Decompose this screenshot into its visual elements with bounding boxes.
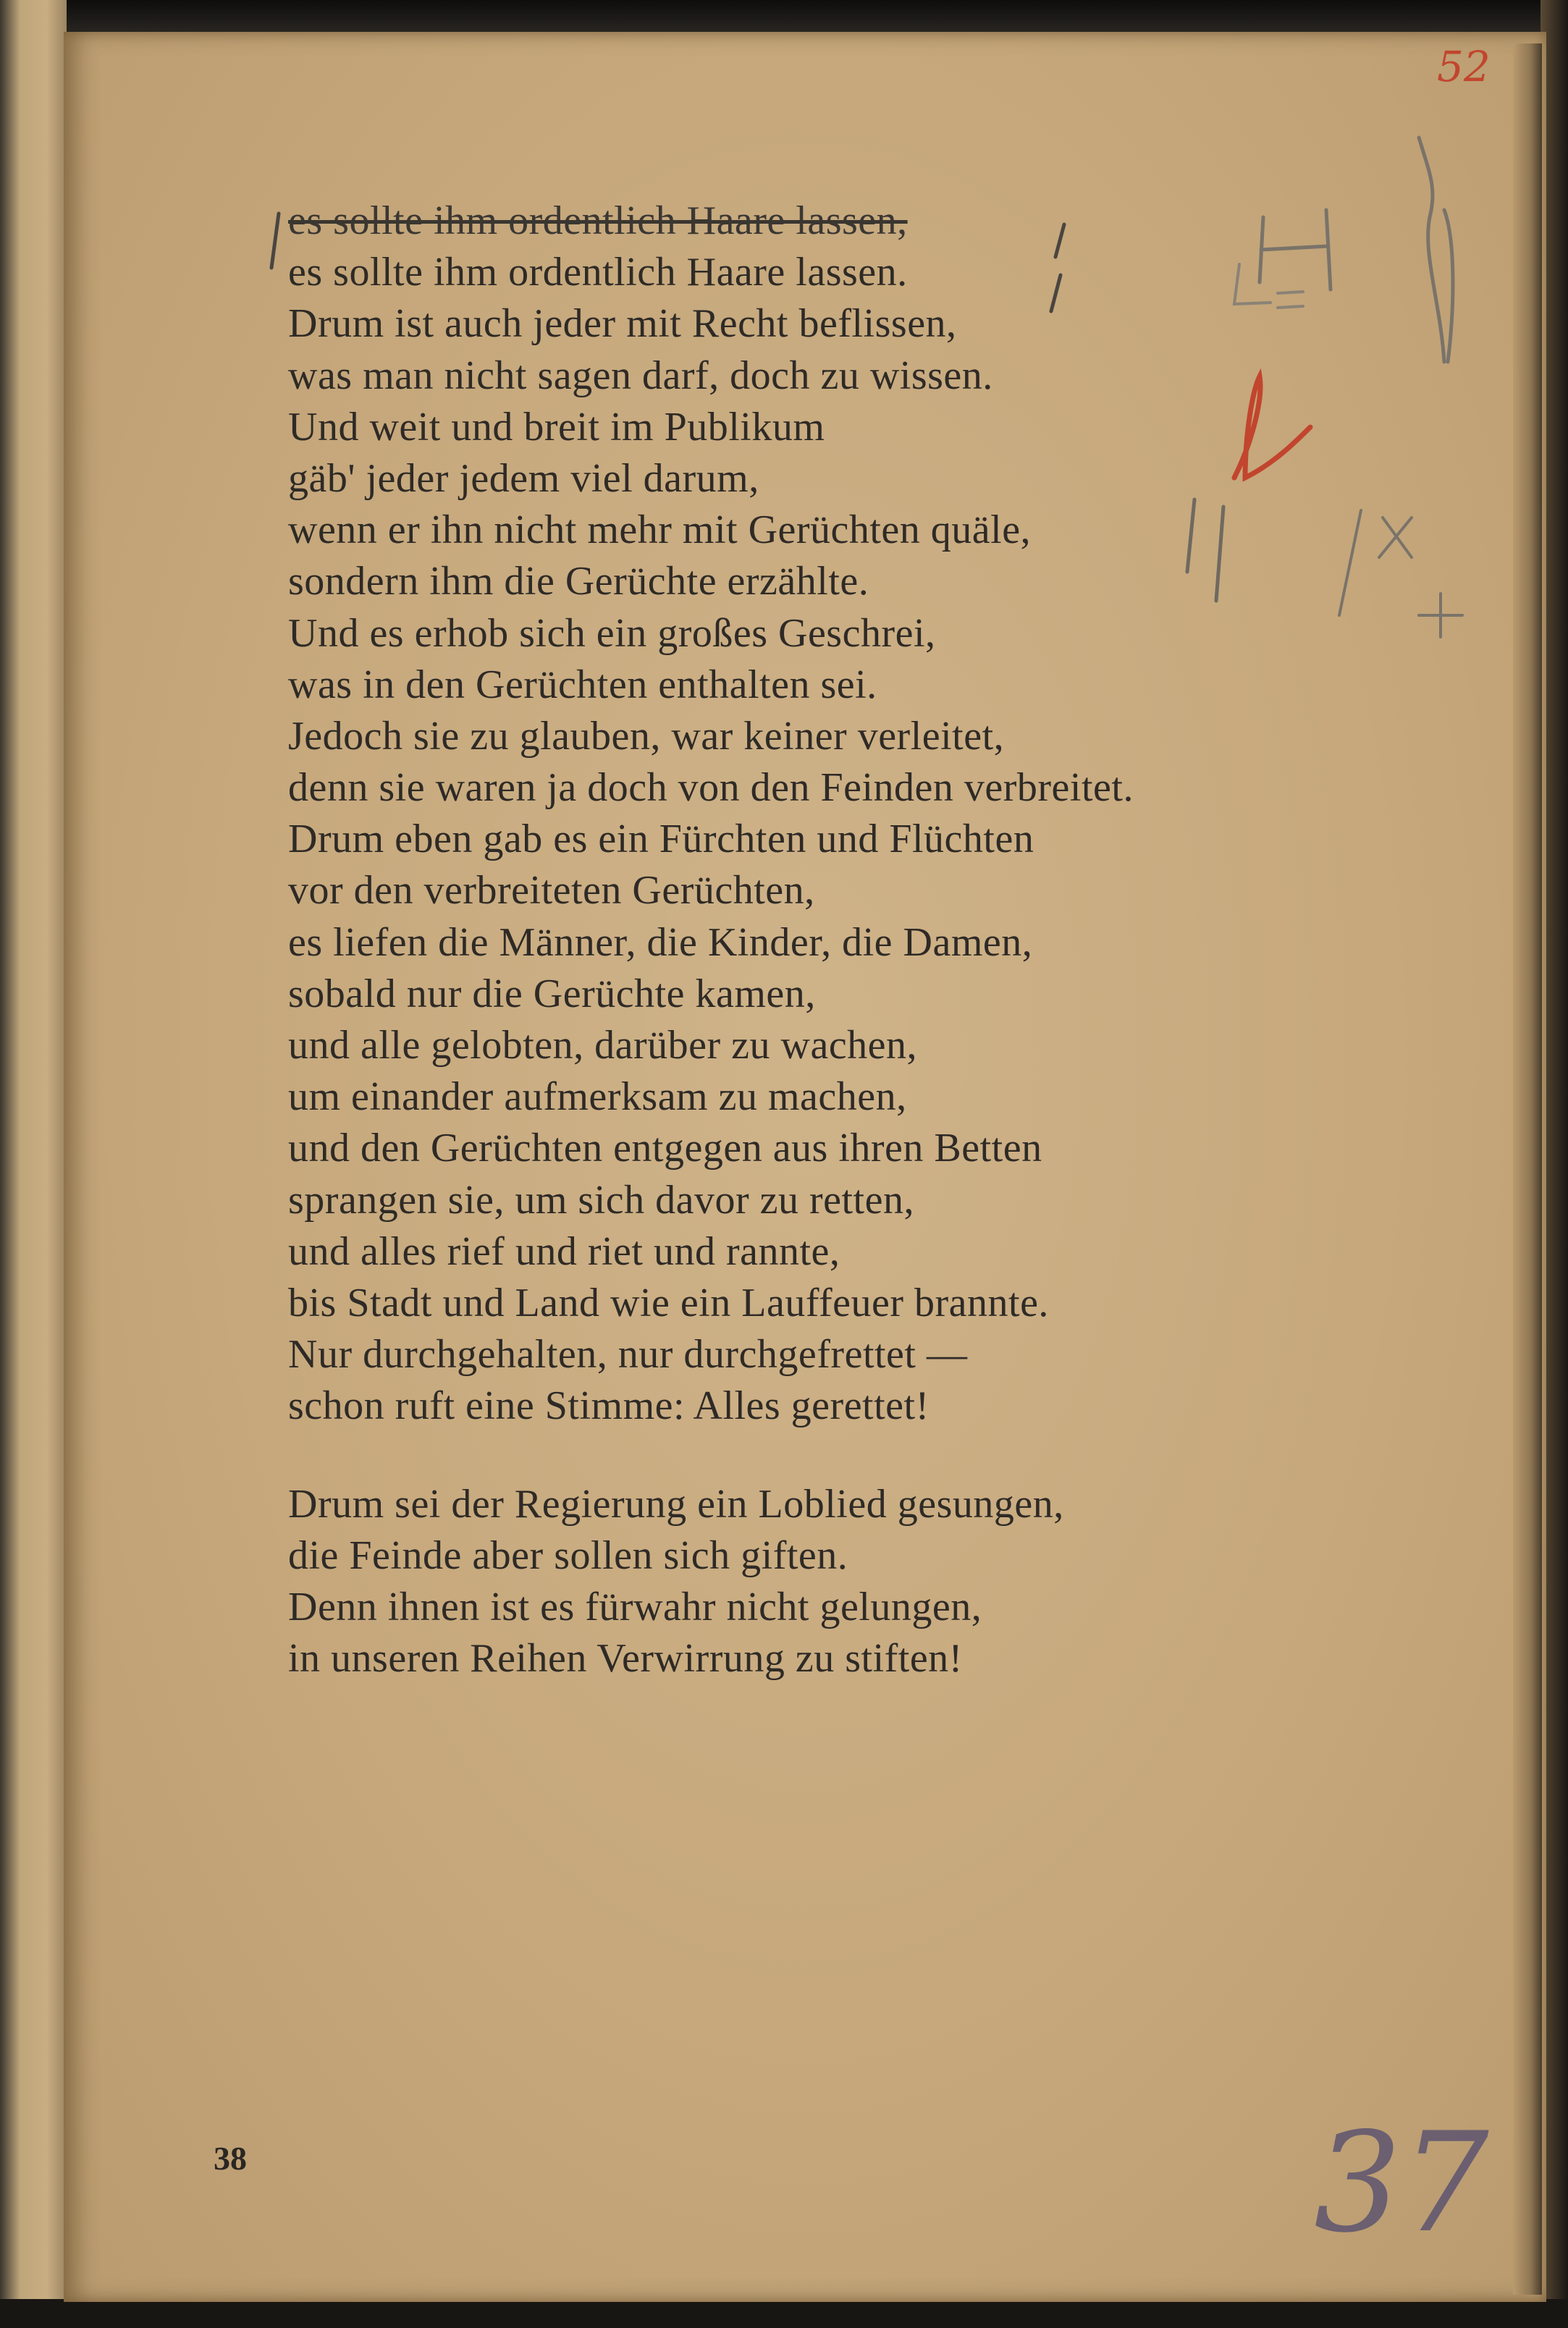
poem-line: wenn er ihn nicht mehr mit Gerüchten quäle, — [288, 507, 1032, 553]
poem-line: Und weit und breit im Publikum — [288, 404, 825, 450]
poem-line: es sollte ihm ordentlich Haare lassen. — [288, 250, 908, 295]
page-edge — [1513, 43, 1542, 2295]
handwritten-page-number: 37 — [1314, 2103, 1489, 2263]
poem-line: bis Stadt und Land wie ein Lauffeuer brannte. — [288, 1280, 1049, 1325]
poem-line: es liefen die Männer, die Kinder, die Damen, — [288, 919, 1033, 965]
poem-line: Drum eben gab es ein Fürchten und Flüchten — [288, 817, 1034, 862]
poem-text — [288, 195, 1417, 1684]
page-number: 38 — [214, 2140, 247, 2177]
poem-line: und alle gelobten, darüber zu wachen, — [288, 1023, 918, 1068]
poem-line: schon ruft eine Stimme: Alles gerettet! — [288, 1383, 930, 1429]
poem-line: gäb' jeder jedem viel darum, — [288, 455, 759, 501]
book-cover-bottom — [0, 2299, 1568, 2328]
stanza-2 — [288, 1479, 1417, 1685]
poem-line-struck: es sollte ihm ordentlich Haare lassen, — [288, 198, 908, 243]
poem-line: Und es erhob sich ein großes Geschrei, — [288, 610, 936, 656]
handwritten-folio-number: 52 — [1437, 42, 1491, 91]
poem-line: sprangen sie, um sich davor zu retten, — [288, 1177, 914, 1223]
poem-line: denn sie waren ja doch von den Feinden verbreitet. — [288, 765, 1134, 811]
poem-line: Denn ihnen ist es fürwahr nicht gelungen, — [288, 1584, 982, 1629]
poem-line: und alles rief und riet und rannte, — [288, 1228, 840, 1274]
poem-line: Jedoch sie zu glauben, war keiner verleitet, — [288, 713, 1005, 759]
book-cover-top — [0, 0, 1568, 35]
poem-line: um einander aufmerksam zu machen, — [288, 1074, 907, 1120]
poem-line: in unseren Reihen Verwirrung zu stiften! — [288, 1636, 963, 1682]
poem-line: sobald nur die Gerüchte kamen, — [288, 971, 816, 1016]
poem-line: und den Gerüchten entgegen aus ihren Betten — [288, 1126, 1042, 1171]
poem-line: was in den Gerüchten enthalten sei. — [288, 662, 877, 707]
poem-line: Drum ist auch jeder mit Recht beflissen, — [288, 301, 957, 347]
poem-line: was man nicht sagen darf, doch zu wissen. — [288, 353, 993, 398]
poem-line: vor den verbreiteten Gerüchten, — [288, 868, 815, 914]
stanza-1 — [288, 195, 1417, 1433]
poem-line: die Feinde aber sollen sich giften. — [288, 1532, 848, 1578]
poem-line: Nur durchgehalten, nur durchgefrettet — — [288, 1332, 968, 1378]
stanza-gap — [288, 1433, 1417, 1479]
poem-line: Drum sei der Regierung ein Loblied gesungen, — [288, 1481, 1064, 1527]
poem-line: sondern ihm die Gerüchte erzählte. — [288, 559, 869, 604]
book-spine-left — [0, 0, 67, 2328]
